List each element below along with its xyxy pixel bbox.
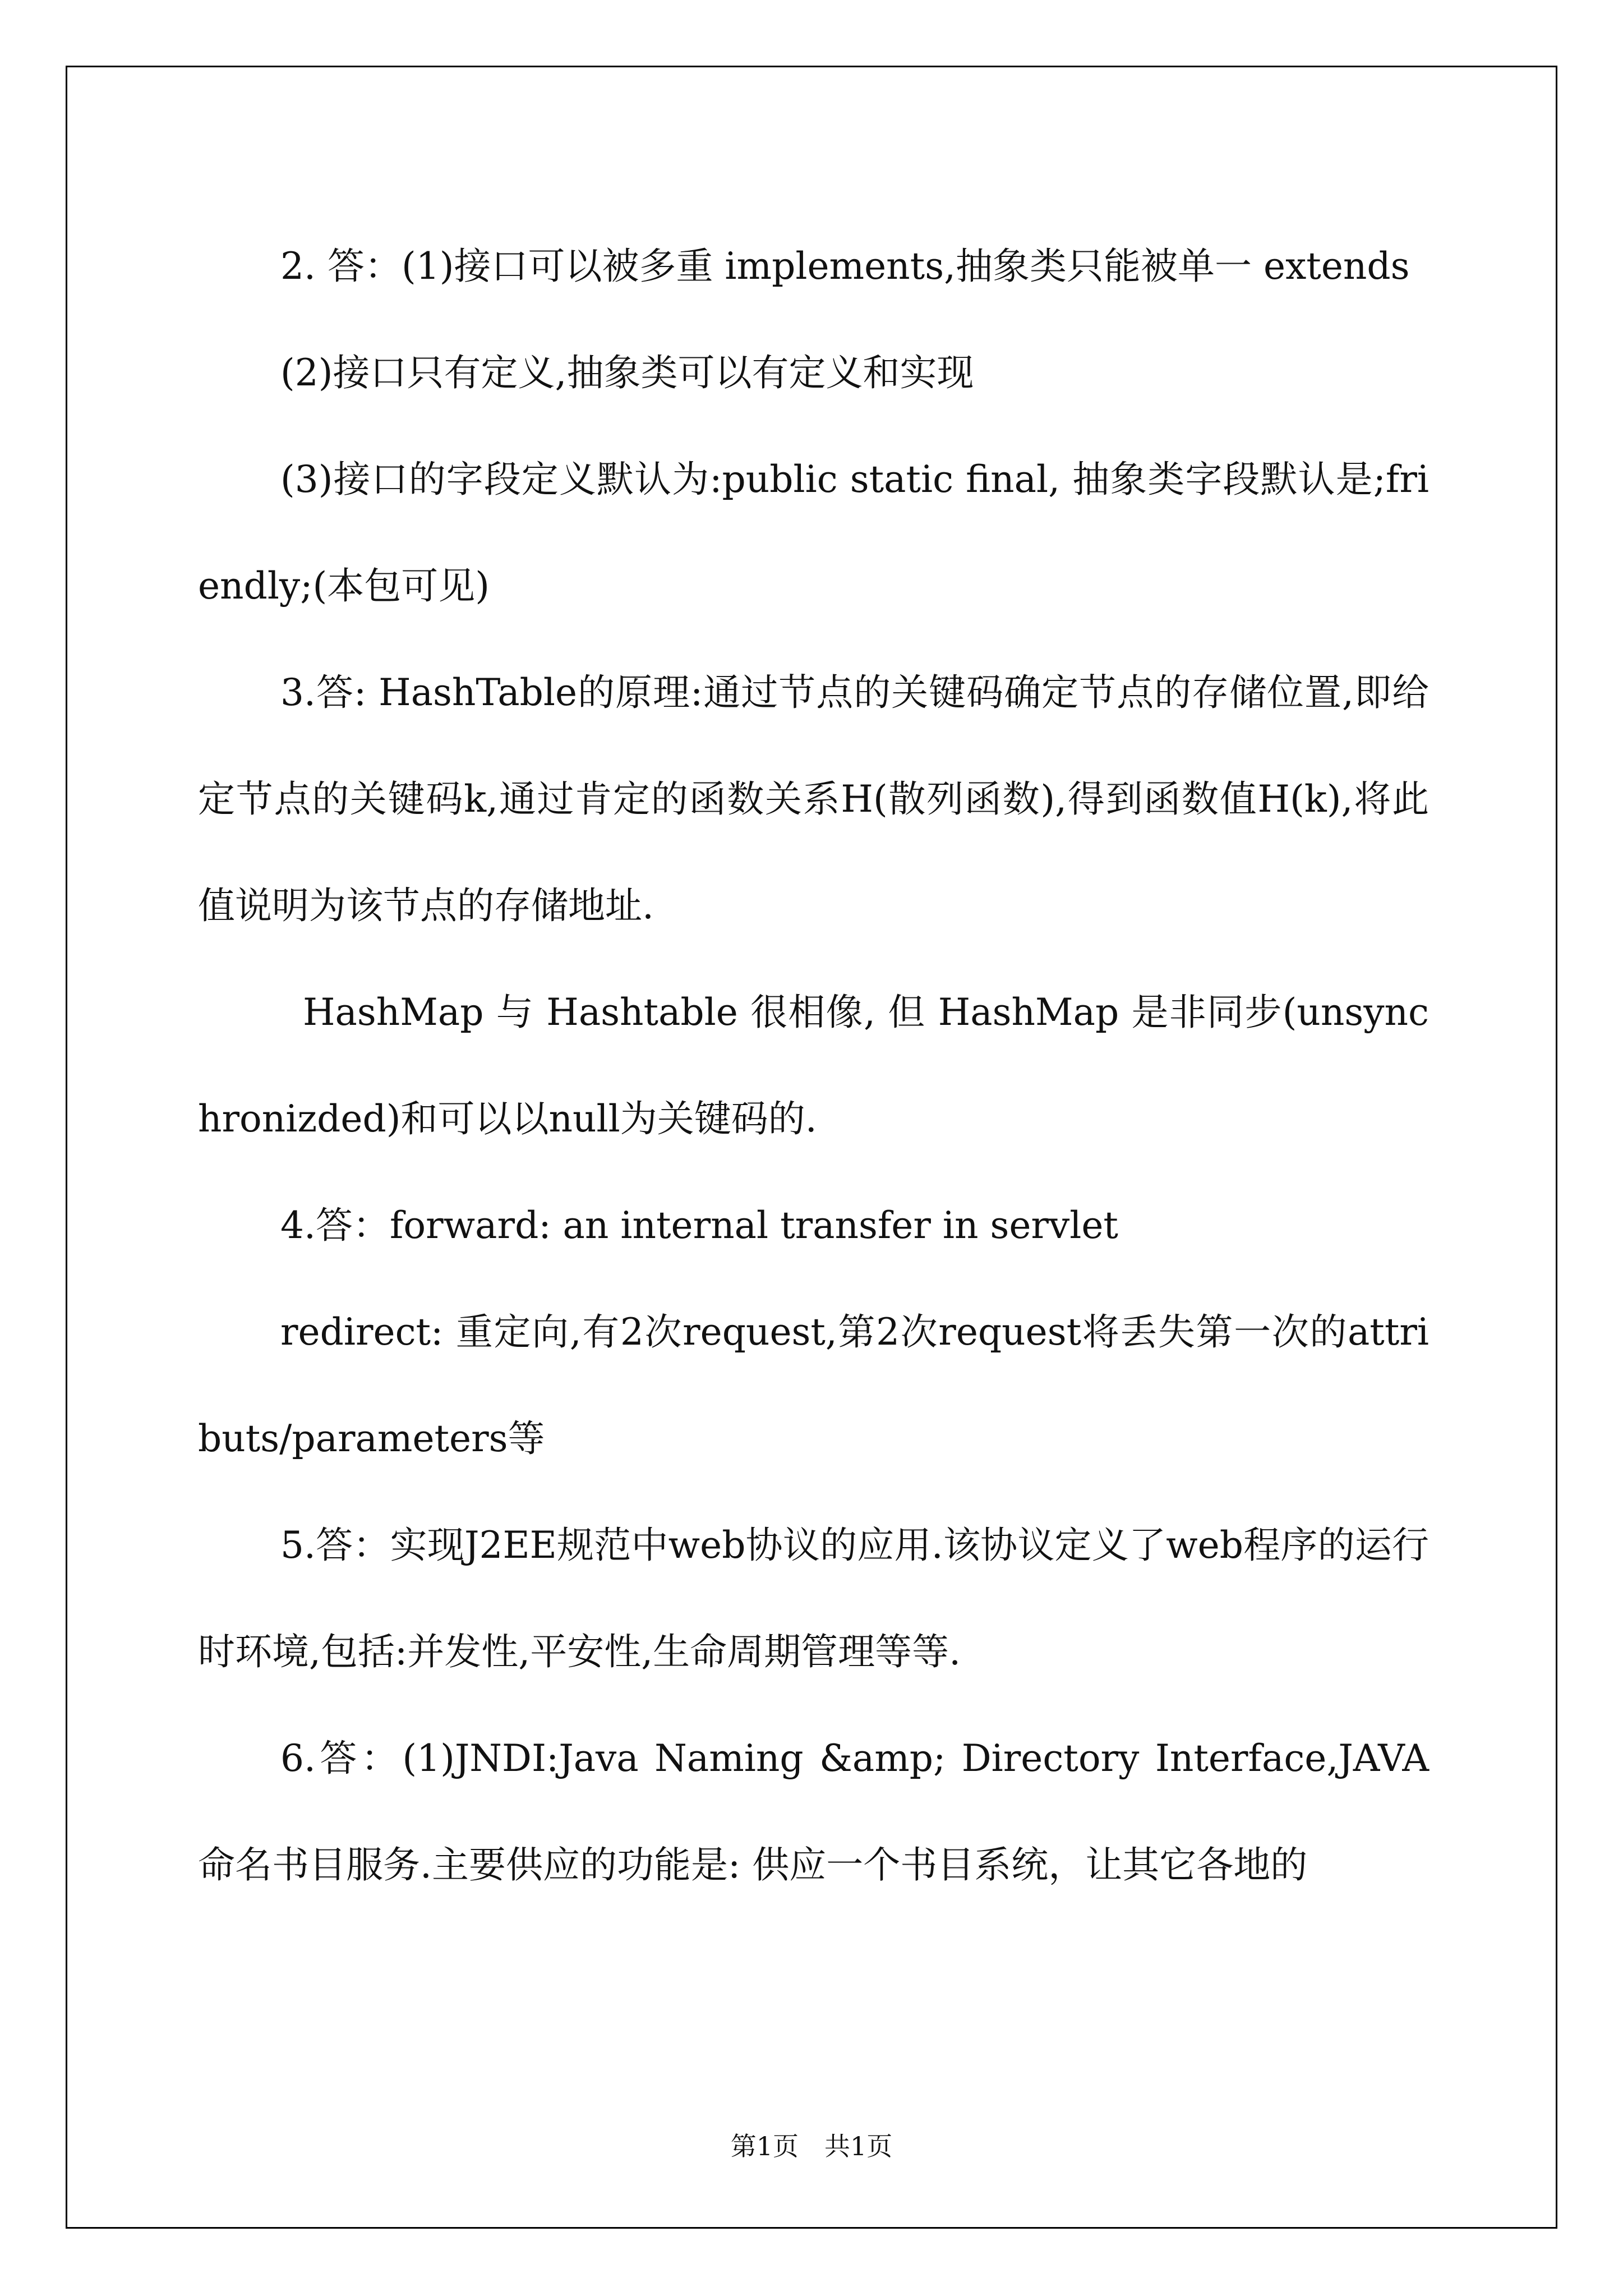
paragraph-interface-3: (3)接口的字段定义默认为:public static final, 抽象类字段默认是;friendly;(本包可见) bbox=[198, 458, 1429, 608]
paragraph-hashmap: HashMap 与 Hashtable 很相像, 但 HashMap 是非同步(unsynchronizded)和可以以null为关键码的. bbox=[198, 991, 1429, 1140]
paragraph-interface-2: (2)接口只有定义,抽象类可以有定义和实现 bbox=[280, 351, 974, 394]
paragraph-redirect: redirect: 重定向,有2次request,第2次request将丢失第一次的attributs/parameters等 bbox=[198, 1310, 1429, 1460]
paragraph-forward: 4.答：forward: an internal transfer in servlet bbox=[280, 1204, 1118, 1247]
document-body bbox=[198, 213, 1429, 1918]
paragraph-hashtable: 3.答: HashTable的原理:通过节点的关键码确定节点的存储位置,即给定节点的关键码k,通过肯定的函数关系H(散列函数),得到函数值H(k),将此值说明为该节点的存储地址. bbox=[198, 671, 1429, 927]
paragraph-interface-1: 2. 答：(1)接口可以被多重 implements,抽象类只能被单一 extends bbox=[280, 245, 1410, 288]
paragraph-jndi: 6.答：(1)JNDI:Java Naming &amp; Directory Interface,JAVA命名书目服务.主要供应的功能是: 供应一个书目系统，让其它各地的 bbox=[198, 1737, 1429, 1887]
page-number-footer: 第1页 共1页 bbox=[730, 2131, 893, 2161]
paragraph-web-container: 5.答：实现J2EE规范中web协议的应用.该协议定义了web程序的运行时环境,包括:并发性,平安性,生命周期管理等等. bbox=[198, 1524, 1429, 1673]
